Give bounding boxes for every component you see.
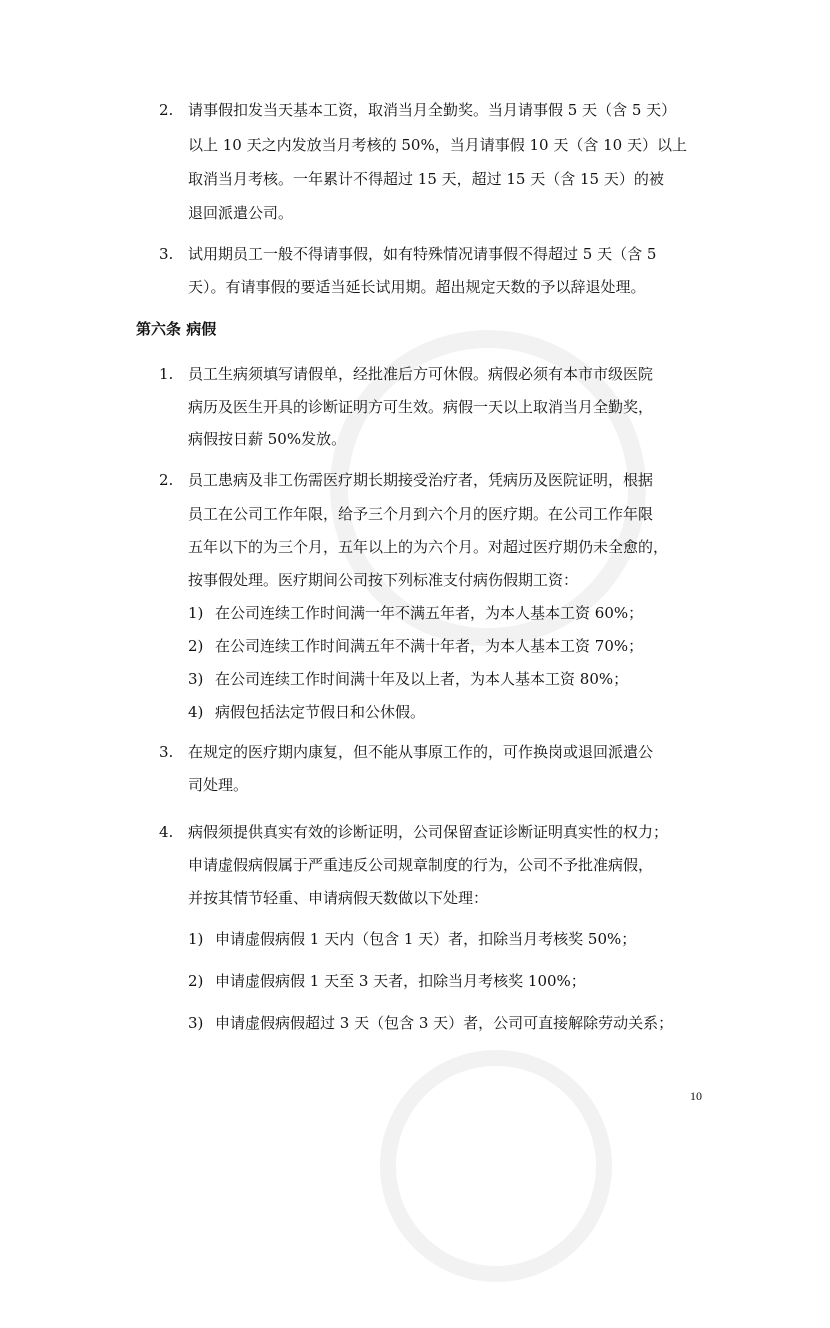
paragraph-line: 病假按日薪 50%发放。: [188, 430, 347, 448]
paragraph-line: 请事假扣发当天基本工资，取消当月全勤奖。当月请事假 5 天（含 5 天）: [188, 101, 677, 119]
paragraph-line: 病假须提供真实有效的诊断证明，公司保留查证诊断证明真实性的权力；: [188, 823, 669, 841]
paragraph-line: 员工患病及非工伤需医疗期长期接受治疗者，凭病历及医院证明，根据: [188, 471, 654, 489]
list-number: 3.: [159, 743, 174, 761]
sub-list-number: 2): [188, 972, 204, 990]
watermark: [334, 1004, 657, 1327]
list-number: 2.: [159, 471, 174, 489]
sub-list-text: 申请虚假病假 1 天内（包含 1 天）者，扣除当月考核奖 50%；: [215, 930, 637, 948]
sub-list-text: 病假包括法定节假日和公休假。: [215, 703, 426, 721]
sub-list-text: 在公司连续工作时间满一年不满五年者，为本人基本工资 60%；: [215, 604, 644, 622]
sub-list-text: 在公司连续工作时间满五年不满十年者，为本人基本工资 70%；: [215, 637, 644, 655]
paragraph-line: 并按其情节轻重、申请病假天数做以下处理：: [188, 889, 489, 907]
paragraph-line: 取消当月考核。一年累计不得超过 15 天，超过 15 天（含 15 天）的被: [188, 170, 664, 188]
list-number: 3.: [159, 245, 174, 263]
paragraph-line: 员工在公司工作年限，给予三个月到六个月的医疗期。在公司工作年限: [188, 505, 654, 523]
paragraph-line: 司处理。: [188, 776, 249, 794]
list-number: 1.: [159, 365, 174, 383]
paragraph-line: 按事假处理。医疗期间公司按下列标准支付病伤假期工资：: [188, 571, 579, 589]
paragraph-line: 以上 10 天之内发放当月考核的 50%，当月请事假 10 天（含 10 天）以上: [188, 136, 687, 154]
sub-list-text: 申请虚假病假超过 3 天（包含 3 天）者，公司可直接解除劳动关系；: [215, 1014, 674, 1032]
sub-list-number: 1): [188, 930, 204, 948]
section-heading: 第六条 病假: [136, 320, 217, 338]
list-number: 4.: [159, 823, 174, 841]
sub-list-number: 2): [188, 637, 204, 655]
sub-list-number: 1): [188, 604, 204, 622]
paragraph-line: 天）。有请事假的要适当延长试用期。超出规定天数的予以辞退处理。: [188, 278, 646, 296]
list-number: 2.: [159, 101, 174, 119]
sub-list-number: 3): [188, 1014, 204, 1032]
paragraph-line: 试用期员工一般不得请事假，如有特殊情况请事假不得超过 5 天（含 5: [188, 245, 657, 263]
paragraph-line: 员工生病须填写请假单，经批准后方可休假。病假必须有本市市级医院: [188, 365, 654, 383]
paragraph-line: 五年以下的为三个月，五年以上的为六个月。对超过医疗期仍未全愈的，: [188, 538, 669, 556]
paragraph-line: 在规定的医疗期内康复，但不能从事原工作的，可作换岗或退回派遣公: [188, 743, 654, 761]
paragraph-line: 病历及医生开具的诊断证明方可生效。病假一天以上取消当月全勤奖，: [188, 398, 654, 416]
paragraph-line: 申请虚假病假属于严重违反公司规章制度的行为，公司不予批准病假，: [188, 856, 654, 874]
sub-list-number: 4): [188, 703, 204, 721]
sub-list-number: 3): [188, 670, 204, 688]
sub-list-text: 申请虚假病假 1 天至 3 天者，扣除当月考核奖 100%；: [215, 972, 586, 990]
sub-list-text: 在公司连续工作时间满十年及以上者，为本人基本工资 80%；: [215, 670, 629, 688]
page-number: 10: [690, 1089, 702, 1103]
paragraph-line: 退回派遣公司。: [188, 204, 294, 222]
